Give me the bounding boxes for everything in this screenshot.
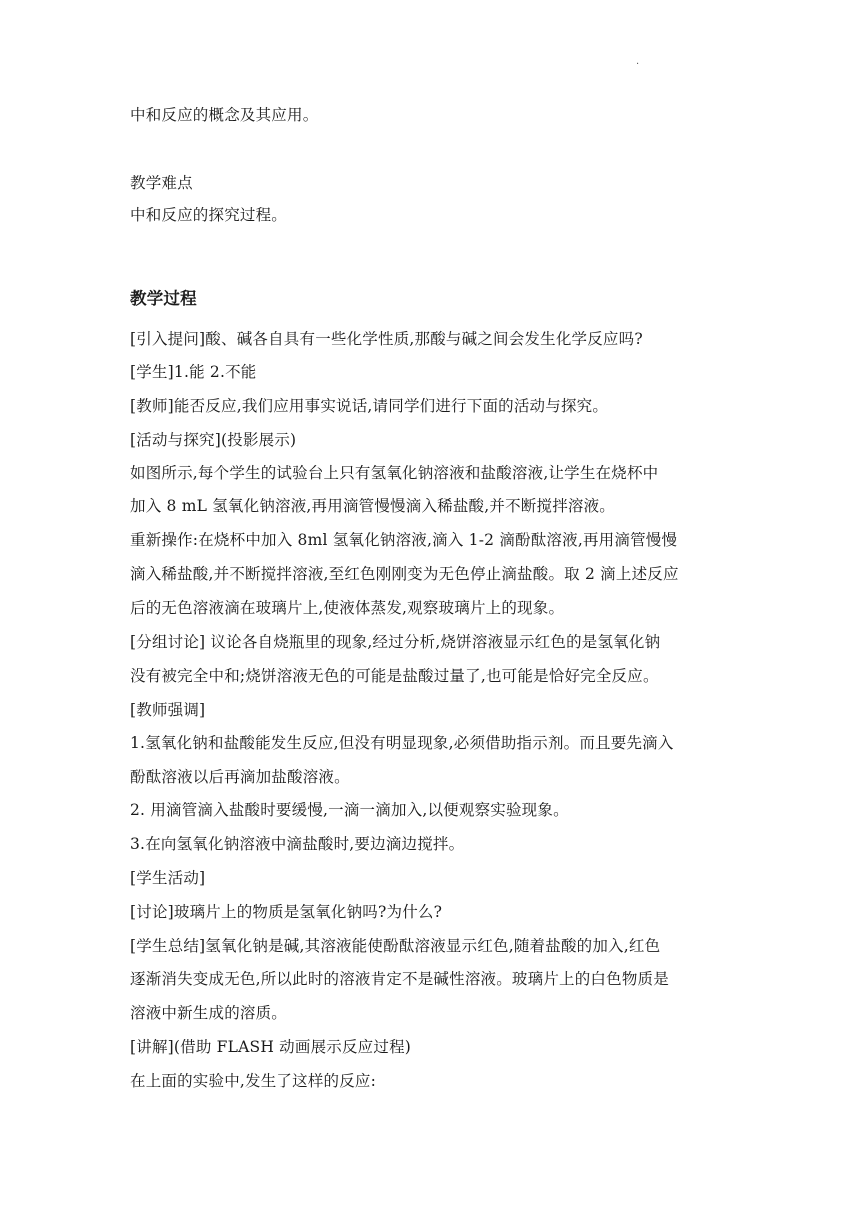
paragraph-line: 如图所示,每个学生的试验台上只有氢氧化钠溶液和盐酸溶液,让学生在烧杯中 bbox=[130, 464, 659, 482]
paragraph-line: 逐渐消失变成无色,所以此时的溶液肯定不是碱性溶液。玻璃片上的白色物质是 bbox=[130, 970, 669, 988]
paragraph-line: 在上面的实验中,发生了这样的反应: bbox=[130, 1072, 377, 1090]
paragraph-line: [活动与探究](投影展示) bbox=[130, 431, 297, 449]
paragraph-line: 重新操作:在烧杯中加入 8ml 氢氧化钠溶液,滴入 1-2 滴酚酞溶液,再用滴管慢慢 bbox=[130, 531, 678, 549]
paragraph-line: 3.在向氢氧化钠溶液中滴盐酸时,要边滴边搅拌。 bbox=[130, 835, 465, 853]
paragraph-line: 后的无色溶液滴在玻璃片上,使液体蒸发,观察玻璃片上的现象。 bbox=[130, 599, 565, 617]
paragraph-line: [讨论]玻璃片上的物质是氢氧化钠吗?为什么? bbox=[130, 903, 443, 921]
difficulty-text: 中和反应的探究过程。 bbox=[130, 206, 288, 224]
paragraph-line: 没有被完全中和;烧饼溶液无色的可能是盐酸过量了,也可能是恰好完全反应。 bbox=[130, 667, 659, 685]
paragraph-line: [讲解](借助 FLASH 动画展示反应过程) bbox=[130, 1038, 412, 1056]
paragraph-line: [学生总结]氢氧化钠是碱,其溶液能使酚酞溶液显示红色,随着盐酸的加入,红色 bbox=[130, 937, 661, 955]
process-heading: 教学过程 bbox=[130, 289, 197, 308]
difficulty-heading: 教学难点 bbox=[130, 174, 193, 192]
paragraph-line: [学生活动] bbox=[130, 869, 206, 887]
paragraph-line: [学生]1.能 2.不能 bbox=[130, 363, 257, 381]
paragraph-line: [教师强调] bbox=[130, 701, 206, 719]
paragraph-line: 酚酞溶液以后再滴加盐酸溶液。 bbox=[130, 768, 350, 786]
paragraph-line: [引入提问]酸、碱各自具有一些化学性质,那酸与碱之间会发生化学反应吗? bbox=[130, 330, 643, 348]
key-point-text: 中和反应的概念及其应用。 bbox=[130, 106, 319, 124]
paragraph-line: [分组讨论] 议论各自烧瓶里的现象,经过分析,烧饼溶液显示红色的是氢氧化钠 bbox=[130, 633, 661, 651]
paragraph-line: 2. 用滴管滴入盐酸时要缓慢,一滴一滴加入,以便观察实验现象。 bbox=[130, 801, 569, 819]
paragraph-line: [教师]能否反应,我们应用事实说话,请同学们进行下面的活动与探究。 bbox=[130, 397, 609, 415]
paragraph-line: 1.氢氧化钠和盐酸能发生反应,但没有明显现象,必须借助指示剂。而且要先滴入 bbox=[130, 734, 674, 752]
paragraph-line: 加入 8 mL 氢氧化钠溶液,再用滴管慢慢滴入稀盐酸,并不断搅拌溶液。 bbox=[130, 497, 615, 515]
paragraph-line: 滴入稀盐酸,并不断搅拌溶液,至红色刚刚变为无色停止滴盐酸。取 2 滴上述反应 bbox=[130, 565, 679, 583]
page-marker: . bbox=[636, 56, 640, 67]
paragraph-line: 溶液中新生成的溶质。 bbox=[130, 1004, 288, 1022]
